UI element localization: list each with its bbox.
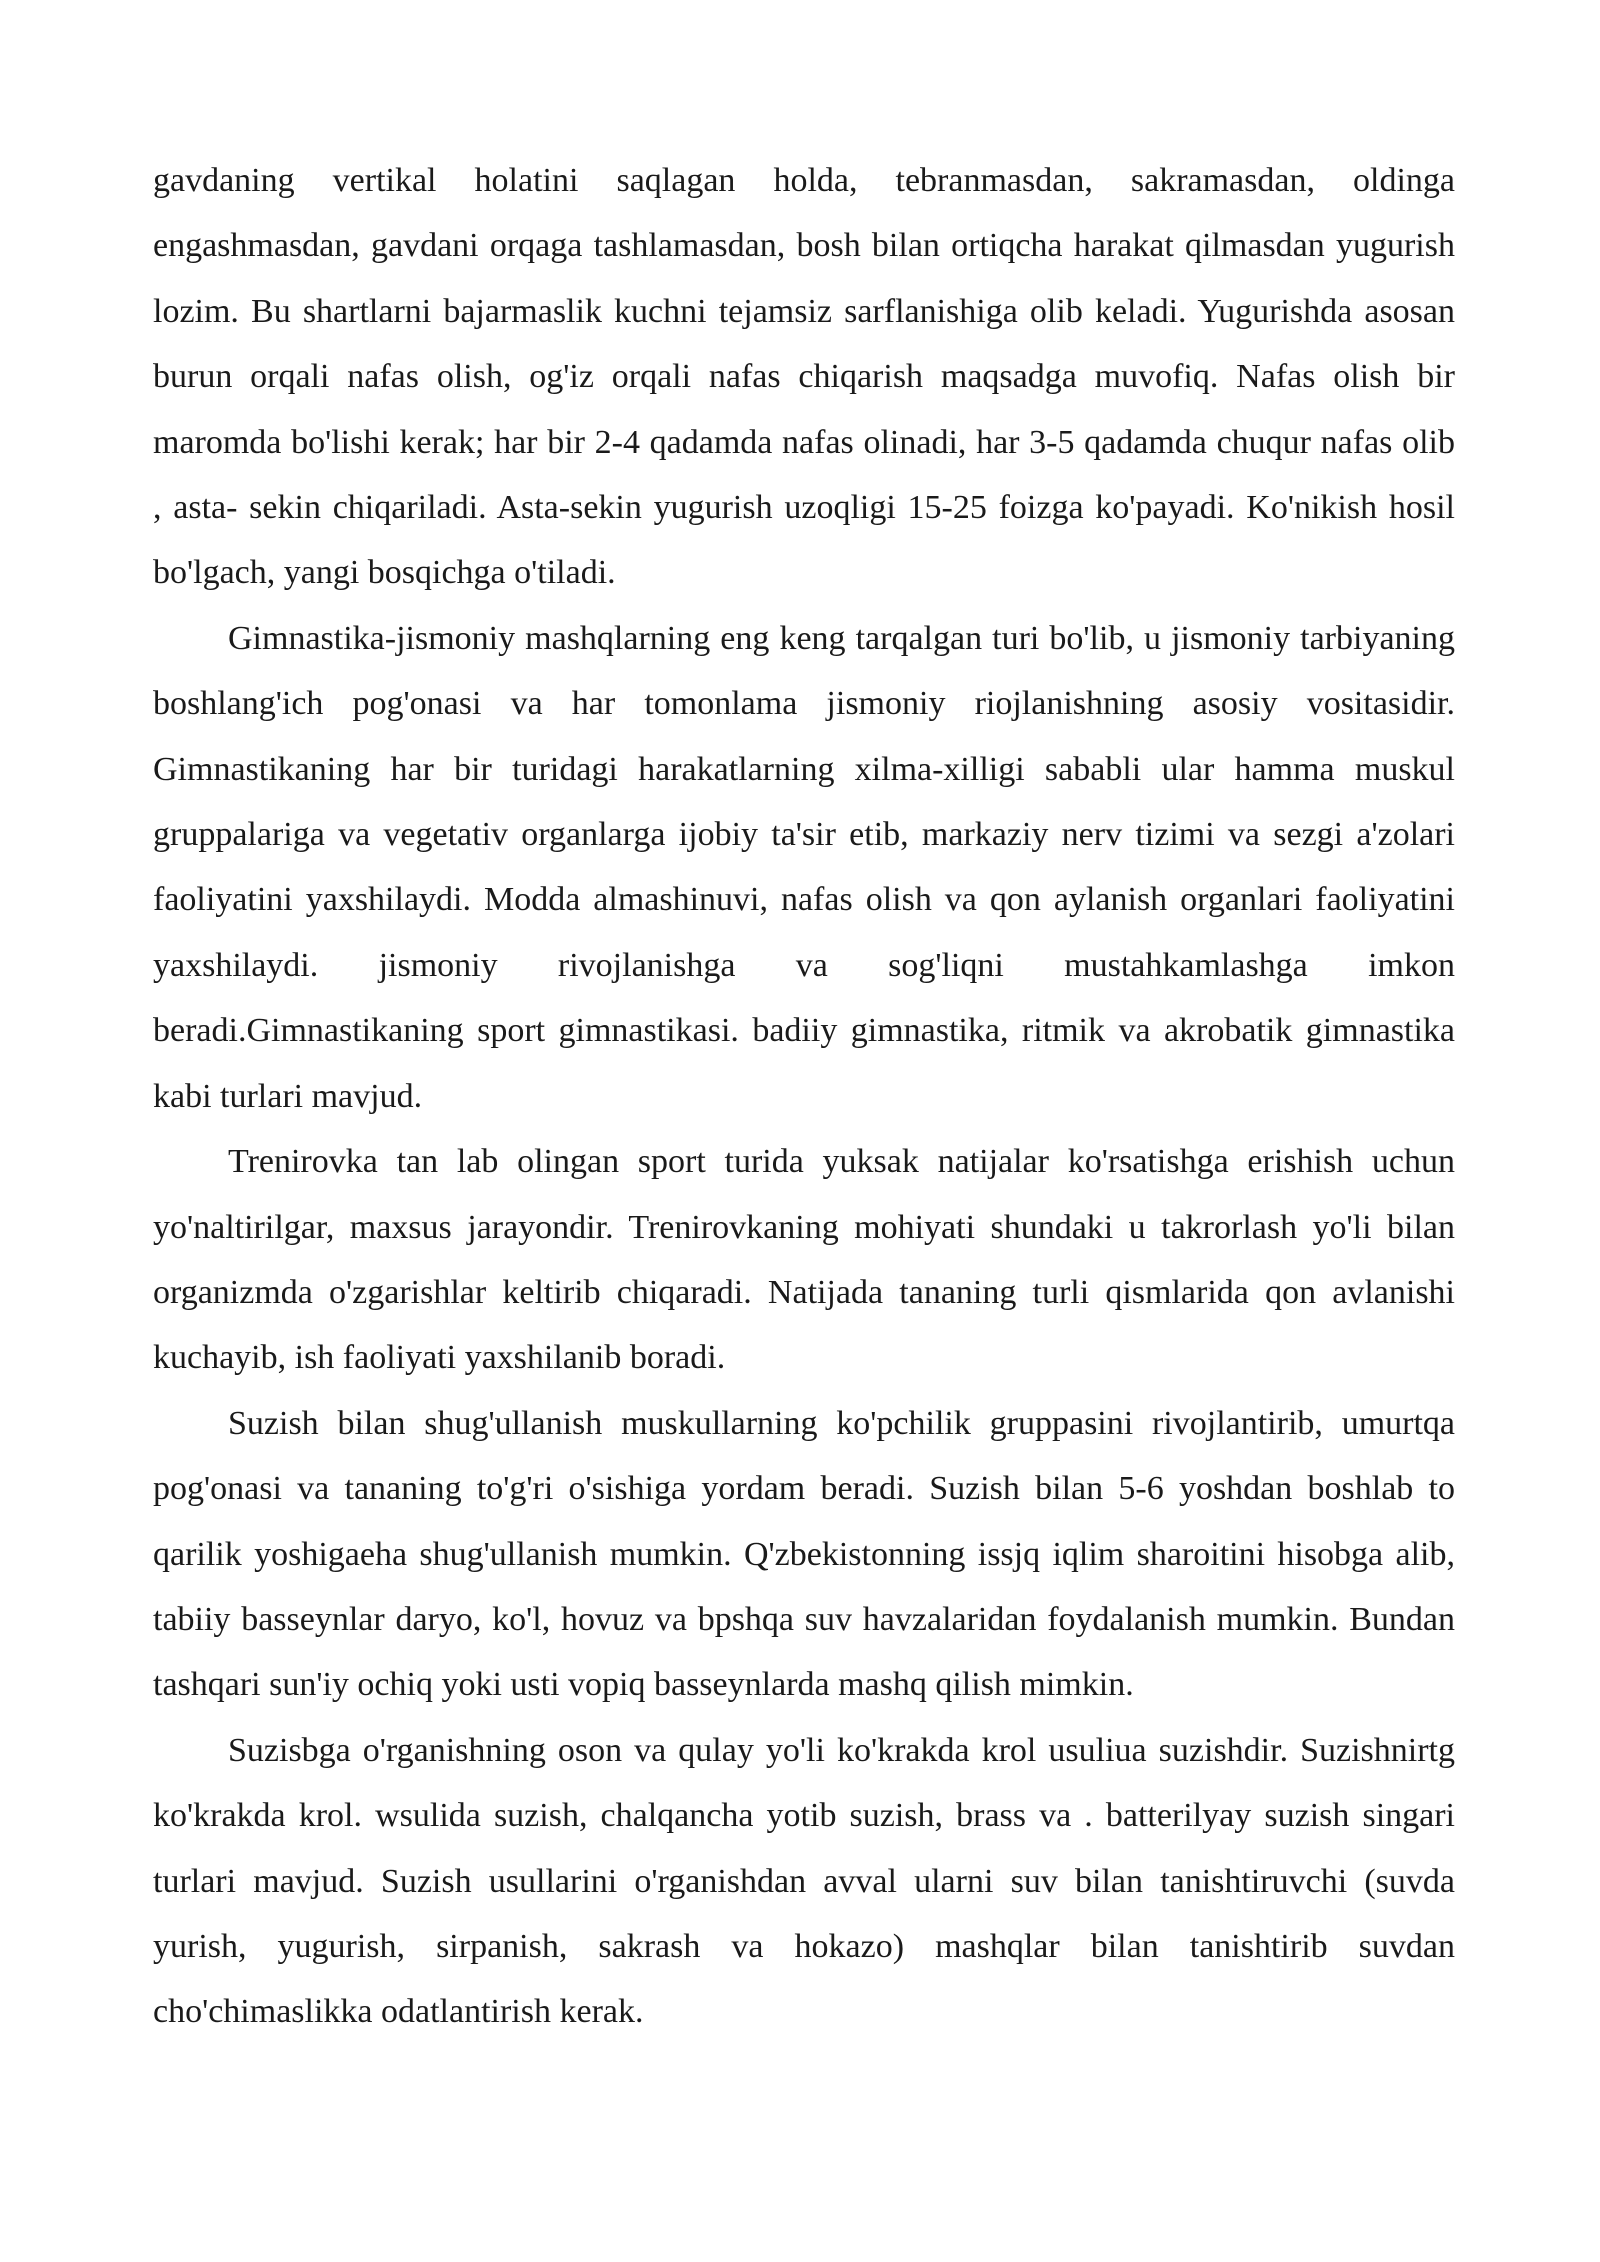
paragraph-swimming-styles: Suzisbga o'rganishning oson va qulay yo'li ko'krakda krol usuliua suzishdir. Suzishnirtg ko'krakda krol. wsulida suzish, chalqancha yotib suzish, brass va . batterilyay suzish singari turlari mavjud. Suzish usullarini o'rganishdan avval ularni suv bilan tanishtiruvchi (suvda yurish, yugurish, sirpanish, sakrash va hokazo) mashqlar bilan tanishtirib suvdan cho'chimaslikka odatlantirish kerak. xyxy=(153,1731,1455,2031)
paragraph-swimming-benefits: Suzish bilan shug'ullanish muskullarning ko'pchilik gruppasini rivojlantirib, umurtqa pog'onasi va tananing to'g'ri o'sishiga yordam beradi. Suzish bilan 5-6 yoshdan boshlab to qarilik yoshigaeha shug'ullanish mumkin. Q'zbekistonning issjq iqlim sharoitini hisobga alib, tabiiy basseynlar daryo, ko'l, hovuz va bpshqa suv havzalaridan foydalanish mumkin. Bundan tashqari sun'iy ochiq yoki usti vopiq basseynlarda mashq qilish mimkin. xyxy=(153,1404,1455,1704)
document-body xyxy=(153,148,1455,2045)
paragraph-gymnastics: Gimnastika-jismoniy mashqlarning eng keng tarqalgan turi bo'lib, u jismoniy tarbiyaning boshlang'ich pog'onasi va har tomonlama jismoniy riojlanishning asosiy vositasidir. Gimnastikaning har bir turidagi harakatlarning xilma-xilligi sababli ular hamma muskul gruppalariga va vegetativ organlarga ijobiy ta'sir etib, markaziy nerv tizimi va sezgi a'zolari faoliyatini yaxshilaydi. Modda almashinuvi, nafas olish va qon aylanish organlari faoliyatini yaxshilaydi. jismoniy rivojlanishga va sog'liqni mustahkamlashga imkon beradi.Gimnastikaning sport gimnastikasi. badiiy gimnastika, ritmik va akrobatik gimnastika kabi turlari mavjud. xyxy=(153,619,1455,1115)
paragraph-training: Trenirovka tan lab olingan sport turida yuksak natijalar ko'rsatishga erishish uchun yo'naltirilgar, maxsus jarayondir. Trenirovkaning mohiyati shundaki u takrorlash yo'li bilan organizmda o'zgarishlar keltirib chiqaradi. Natijada tananing turli qismlarida qon avlanishi kuchayib, ish faoliyati yaxshilanib boradi. xyxy=(153,1143,1455,1377)
paragraph-running-continuation: gavdaning vertikal holatini saqlagan holda, tebranmasdan, sakramasdan, oldinga engashmasdan, gavdani orqaga tashlamasdan, bosh bilan ortiqcha harakat qilmasdan yugurish lozim. Bu shartlarni bajarmaslik kuchni tejamsiz sarflanishiga olib keladi. Yugurishda asosan burun orqali nafas olish, og'iz orqali nafas chiqarish maqsadga muvofiq. Nafas olish bir maromda bo'lishi kerak; har bir 2-4 qadamda nafas olinadi, har 3-5 qadamda chuqur nafas olib , asta- sekin chiqariladi. Asta-sekin yugurish uzoqligi 15-25 foizga ko'payadi. Ko'nikish hosil bo'lgach, yangi bosqichga o'tiladi. xyxy=(153,162,1455,592)
